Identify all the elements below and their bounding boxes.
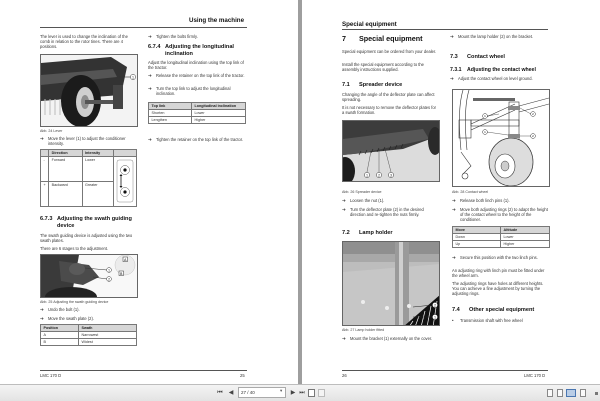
arrow-icon: ➔ [40, 316, 44, 321]
arrow-icon: ➔ [40, 307, 44, 312]
longitudinal-intro: Adjust the longitudinal inclination using the top link of the tractor. [148, 60, 244, 71]
header-rule [342, 29, 548, 30]
step-move-plate: ➔ Move the swath plate (2). [40, 316, 94, 321]
arrow-icon: ➔ [342, 207, 346, 212]
arrow-icon: ➔ [450, 34, 454, 39]
figure-spreader-device [342, 120, 440, 182]
step-release-linch-pins: ➔ Release both linch pins (1). [452, 198, 510, 203]
table-row: - Forward Lower [41, 157, 137, 182]
callout-2: 2 [378, 173, 380, 178]
figure-lever [40, 54, 138, 127]
footer-model: LMC 170 D [524, 373, 546, 378]
intensity-table [40, 149, 137, 207]
figure-caption-lamp-holder: Abb. 27 Lamp holder fitted [342, 328, 385, 332]
arrow-icon: ➔ [342, 198, 346, 203]
special-equipment-intro-2: Install the special equipment according to the assembly instructions supplied. [342, 62, 424, 73]
page-26 [302, 0, 600, 384]
special-equipment-intro-1: Special equipment can be ordered from your dealer. [342, 49, 437, 54]
single-page-view-icon[interactable] [547, 389, 553, 397]
footer-model: LMC 170 D [40, 373, 62, 378]
intensity-table-header-sign [41, 150, 49, 157]
swath-intro: The swath guiding device is adjusted using the two swath plates. [40, 233, 133, 244]
header-rule [40, 27, 247, 28]
section-heading-6-7-3: 6.7.3 Adjusting the swath guiding device [40, 216, 132, 229]
step-turn-top-link: ➔ Turn the top link to adjust the longitudinal inclination. [148, 86, 231, 97]
section-heading-7-3: 7.3 Contact wheel [450, 54, 505, 60]
arrow-icon: ➔ [342, 336, 346, 341]
callout-1: 1 [484, 114, 486, 119]
spreader-text-1: Changing the angle of the deflector plate can affect spreading. [342, 92, 435, 103]
arrow-icon: ➔ [148, 86, 152, 91]
callout-2: 2 [532, 134, 534, 139]
callout-1: 1 [108, 268, 110, 273]
two-page-view-icon[interactable] [566, 389, 576, 397]
callout-1: 1 [434, 315, 436, 320]
swath-table-header-position: Position [41, 325, 79, 332]
callout-A: A [124, 257, 127, 262]
lever-illustration [41, 55, 138, 127]
two-page-continuous-view-icon[interactable] [580, 389, 586, 397]
top-link-table-header-top-link: Top link [149, 103, 192, 110]
section-heading-7-3-1: 7.3.1 Adjusting the contact wheel [450, 67, 536, 73]
step-release-retainer: ➔ Release the retainer on the top link of the tractor. [148, 73, 245, 78]
callout-2: 2 [108, 277, 110, 282]
table-row: + Backward Greater [41, 182, 137, 207]
altitude-table-header-move: Move [453, 227, 501, 234]
section-heading-6-7-4: 6.7.4 Adjusting the longitudinal inclination [148, 44, 234, 57]
arrow-icon: ➔ [148, 137, 152, 142]
callout-B: B [120, 271, 123, 276]
page-header-title: Using the machine [189, 17, 245, 24]
step-turn-deflector: ➔ Turn the deflector plate (2) in the desired direction and re-tighten the nuts firmly. [342, 207, 424, 218]
arrow-icon: ➔ [452, 207, 456, 212]
continuous-view-icon[interactable] [557, 389, 563, 397]
footer-page-number: 26 [342, 373, 347, 378]
next-page-icon: ▶ [290, 390, 296, 396]
top-link-table [148, 102, 246, 124]
figure-lamp-holder [342, 241, 440, 326]
first-page-icon: ⏮ [217, 390, 223, 396]
more-options-icon[interactable] [595, 392, 598, 395]
step-secure-position: ➔ Secure this position with the two linch pins. [452, 255, 538, 260]
top-link-table-header-inclination: Longitudinal inclination [192, 103, 246, 110]
adjusting-ring-note-2: The adjusting rings have holes at different heights. You can achieve a fine adjustment by turning the adjusting rings. [452, 281, 544, 297]
spreader-illustration [343, 121, 440, 182]
altitude-table [452, 226, 550, 248]
step-move-adjusting-rings: ➔ Move both adjusting rings (2) to adapt the height of the contact wheel to the height of the conditioner. [452, 207, 548, 223]
callout-1: 1 [132, 75, 134, 80]
arrow-icon: ➔ [148, 73, 152, 78]
go-back-view-icon[interactable] [308, 389, 315, 397]
intensity-table-header-direction: Direction [49, 150, 82, 157]
step-loosen-nut: ➔ Loosen the nut (1). [342, 198, 385, 203]
table-row: B Widest [41, 339, 137, 346]
lamp-holder-illustration [343, 242, 440, 326]
swath-device-illustration [41, 255, 138, 298]
figure-contact-wheel [452, 89, 550, 187]
callout-2: 2 [532, 112, 534, 117]
bullet-icon: • [452, 318, 454, 323]
callout-1: 1 [366, 173, 368, 178]
footer-rule [40, 370, 247, 371]
table-row: Down Lower [453, 234, 550, 241]
lever-intro: The lever is used to change the inclination of the comb in relation to the rotor tines. There are 4 positions. [40, 34, 128, 50]
arrow-icon: ➔ [40, 136, 44, 141]
chapter-heading-7: 7 Special equipment [342, 34, 423, 43]
adjusting-ring-note-1: An adjusting ring with linch pin must be fitted under the wheel arm. [452, 268, 545, 279]
callout-3: 3 [390, 173, 392, 178]
section-heading-7-2: 7.2 Lamp holder [342, 230, 393, 236]
spreader-text-2: It is not necessary to remove the deflector plates for a swath formation. [342, 105, 436, 116]
step-adjust-contact-wheel: ➔ Adjust the contact wheel on level ground. [450, 76, 533, 81]
figure-caption-contact-wheel: Abb. 28 Contact wheel [452, 190, 489, 194]
step-tighten-bolts: ➔ Tighten the bolts firmly. [148, 34, 198, 39]
first-page-button[interactable] [216, 388, 224, 398]
arrow-icon: ➔ [452, 255, 456, 260]
table-row: Shorten Lower [149, 110, 246, 117]
figure-swath-guiding [40, 254, 138, 298]
last-page-icon: ⏭ [299, 390, 305, 396]
table-row: Up Higher [453, 241, 550, 248]
footer-page-number: 25 [240, 373, 245, 378]
swath-stages: There are 6 stages to the adjustment. [40, 246, 109, 251]
altitude-table-header-altitude: Altitude [501, 227, 550, 234]
intensity-table-header-intensity: Intensity [82, 150, 113, 157]
last-page-button[interactable] [298, 388, 306, 398]
footer-rule [342, 370, 548, 371]
step-mount-bracket: ➔ Mount the bracket (1) externally on the cover. [342, 336, 433, 341]
page-25 [0, 0, 298, 384]
contact-wheel-illustration [453, 90, 550, 187]
intensity-table-header-diagram [113, 150, 136, 157]
arrow-icon: ➔ [148, 34, 152, 39]
section-heading-7-1: 7.1 Spreader device [342, 82, 403, 88]
viewer-toolbar [0, 384, 600, 401]
next-page-button[interactable] [289, 388, 297, 398]
figure-caption-lever: Abb. 24 Lever [40, 129, 63, 133]
intensity-diagram-cell [113, 157, 136, 207]
page-number-input[interactable]: 27 / 40 [238, 387, 286, 398]
step-tighten-retainer: ➔ Tighten the retainer on the top link of the tractor. [148, 137, 244, 142]
table-row: Lengthen Higher [149, 117, 246, 124]
callout-1: 1 [484, 130, 486, 135]
page-header-title: Special equipment [342, 21, 397, 28]
swath-table [40, 324, 137, 346]
table-row: A Narrowest [41, 332, 137, 339]
go-forward-view-icon[interactable] [318, 389, 325, 397]
page-dropdown-chevron-icon[interactable]: ▾ [280, 388, 283, 393]
prev-page-icon: ◀ [228, 390, 234, 396]
previous-page-button[interactable] [227, 388, 235, 398]
section-heading-7-4: 7.4 Other special equipment [452, 307, 535, 313]
step-mount-lamp-holder: ➔ Mount the lamp holder (2) on the bracket. [450, 34, 534, 39]
swath-table-header-swath: Swath [79, 325, 137, 332]
lever-position-diagram [116, 159, 134, 203]
arrow-icon: ➔ [450, 76, 454, 81]
bullet-transmission-shaft: • Transmission shaft with free wheel [452, 318, 523, 323]
figure-caption-swath: Abb. 25 Adjusting the swath guiding device [40, 300, 109, 304]
arrow-icon: ➔ [452, 198, 456, 203]
callout-2: 2 [434, 303, 436, 308]
step-undo-bolt: ➔ Undo the bolt (1). [40, 307, 80, 312]
figure-caption-spreader: Abb. 26 Spreader device [342, 190, 382, 194]
step-move-lever: ➔ Move the lever (1) to adjust the conditioner intensity. [40, 136, 126, 147]
